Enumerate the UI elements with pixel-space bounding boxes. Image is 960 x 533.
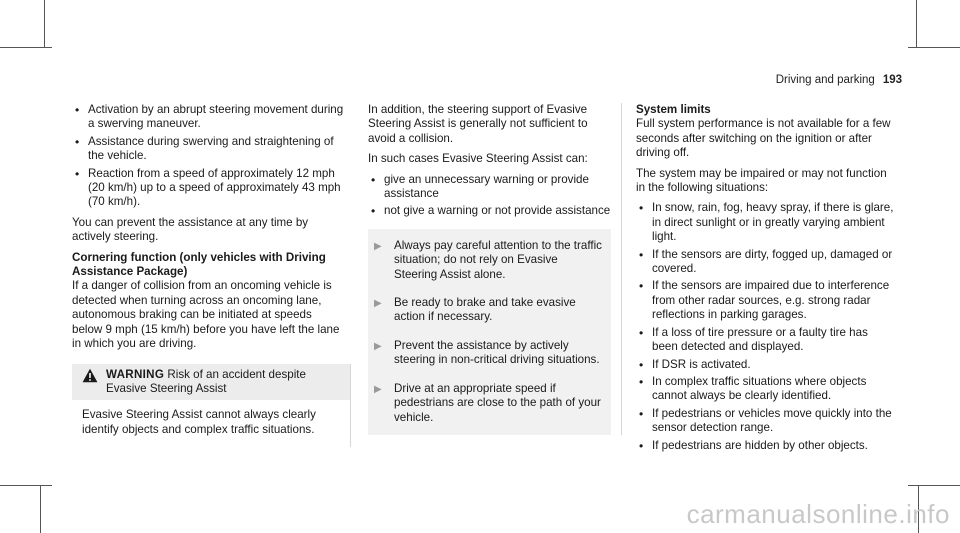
paragraph: In addition, the steering support of Evasive Steering Assist is generally not sufficient to avoid a collision. bbox=[368, 103, 588, 145]
triangle-arrow-icon: ▶ bbox=[374, 240, 382, 252]
list-item: • If the sensors are impaired due to interference from other radar sources, e.g. strong radar reflections in parking garages. bbox=[636, 279, 896, 322]
warning-box bbox=[72, 364, 351, 448]
warning-continuation bbox=[368, 103, 622, 435]
system-limits-heading: System limits bbox=[636, 103, 711, 116]
advice-list bbox=[368, 229, 611, 435]
advice-text: Be ready to brake and take evasive action if necessary. bbox=[394, 296, 576, 324]
advice-item bbox=[368, 296, 603, 325]
activation-list bbox=[72, 103, 344, 210]
list-item: • If DSR is activated. bbox=[636, 358, 896, 372]
crop-mark bbox=[908, 485, 960, 486]
list-item: • In snow, rain, fog, heavy spray, if there is glare, in direct sunlight or in greatly varying ambient light. bbox=[636, 201, 896, 244]
paragraph: You can prevent the assistance at any time by actively steering. bbox=[72, 215, 309, 244]
crop-mark bbox=[40, 486, 41, 533]
advice-text: Prevent the assistance by actively steering in non-critical driving situations. bbox=[394, 338, 600, 367]
warning-title: Risk of an accident despite Evasive Steering Assist bbox=[106, 367, 306, 395]
paragraph: If a danger of collision from an oncoming vehicle is detected when turning across an oncoming lane, autonomous braking can be initiated at speeds below 9 mph (15 km/h) before you have left the lane in which you are driving. bbox=[72, 279, 340, 351]
section-title: Driving and parking bbox=[775, 74, 875, 86]
advice-item bbox=[368, 382, 603, 425]
advice-text: Drive at an appropriate speed if pedestrians are close to the path of your vehicle. bbox=[394, 381, 601, 424]
list-item: • If a loss of tire pressure or a faulty tire has been detected and displayed. bbox=[636, 326, 896, 355]
assist-list bbox=[368, 173, 611, 219]
advice-item bbox=[368, 339, 603, 368]
list-item: • not give a warning or not provide assistance bbox=[368, 204, 611, 218]
triangle-arrow-icon: ▶ bbox=[374, 298, 382, 310]
list-item: • If pedestrians or vehicles move quickly into the sensor detection range. bbox=[636, 407, 896, 436]
crop-mark bbox=[0, 47, 52, 48]
list-item: • give an unnecessary warning or provide assistance bbox=[368, 173, 611, 202]
warning-header bbox=[72, 364, 350, 401]
warning-body: Evasive Steering Assist cannot always clearly identify objects and complex traffic situations. bbox=[82, 408, 316, 436]
paragraph: The system may be impaired or may not function in the following situations: bbox=[636, 166, 887, 195]
list-item: • In complex traffic situations where objects cannot always be clearly identified. bbox=[636, 375, 896, 404]
list-item: • Assistance during swerving and straightening of the vehicle. bbox=[72, 135, 344, 164]
crop-mark bbox=[916, 0, 917, 48]
column-2 bbox=[368, 103, 622, 435]
advice-item bbox=[368, 239, 603, 282]
cornering-heading: Cornering function (only vehicles with Driving Assistance Package) bbox=[72, 250, 326, 279]
limits-list bbox=[636, 201, 896, 453]
page-header bbox=[776, 73, 902, 87]
triangle-arrow-icon: ▶ bbox=[374, 340, 382, 352]
triangle-arrow-icon: ▶ bbox=[374, 383, 382, 395]
crop-mark bbox=[44, 0, 45, 48]
paragraph: In such cases Evasive Steering Assist can: bbox=[368, 152, 588, 166]
watermark: carmanualsonline.info bbox=[686, 498, 950, 529]
list-item: • If the sensors are dirty, fogged up, damaged or covered. bbox=[636, 248, 896, 277]
warning-label: WARNING bbox=[106, 367, 165, 381]
column-3 bbox=[636, 103, 896, 459]
page-number: 193 bbox=[882, 74, 902, 86]
column-1 bbox=[72, 103, 344, 447]
list-item: • If pedestrians are hidden by other objects. bbox=[636, 439, 896, 453]
advice-text: Always pay careful attention to the traffic situation; do not rely on Evasive Steering Assist alone. bbox=[394, 238, 602, 281]
paragraph: Full system performance is not available for a few seconds after switching on the ignition or after driving off. bbox=[636, 117, 891, 160]
list-item: • Reaction from a speed of approximately 12 mph (20 km/h) up to a speed of approximately 43 mph (70 km/h). bbox=[72, 167, 344, 210]
crop-mark bbox=[0, 485, 52, 486]
crop-mark bbox=[908, 47, 960, 48]
warning-triangle-icon bbox=[82, 368, 98, 383]
list-item: • Activation by an abrupt steering movement during a swerving maneuver. bbox=[72, 103, 344, 132]
